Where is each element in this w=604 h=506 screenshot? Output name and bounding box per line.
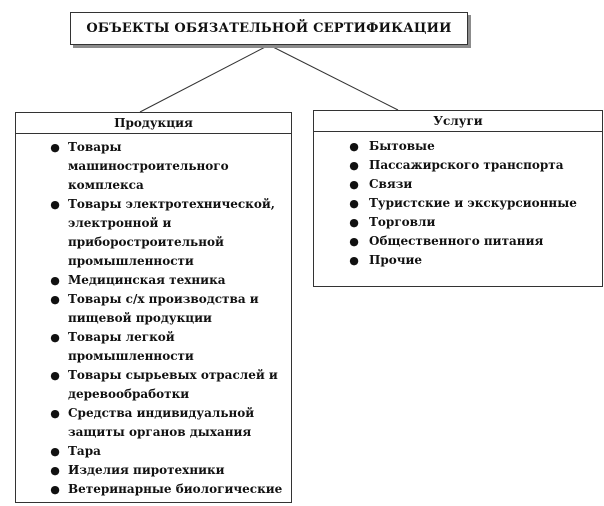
product-item-label: Товары электротехнической, электронной и приборостроительной промышленности: [68, 197, 275, 268]
connector-to-services: [269, 45, 398, 110]
bullet-icon: ●: [50, 369, 60, 382]
list-item: [50, 461, 285, 480]
list-item: [50, 328, 285, 366]
products-header: Продукция: [16, 113, 291, 134]
bullet-icon: ●: [349, 197, 359, 210]
product-item-label: Изделия пиротехники: [68, 463, 225, 477]
list-item: [349, 156, 596, 175]
bullet-icon: ●: [50, 331, 60, 344]
list-item: [50, 442, 285, 461]
list-item: [349, 213, 596, 232]
product-item-label: Товары с/х производства и пищевой продукции: [68, 292, 259, 325]
diagram-title-box: [70, 12, 468, 45]
product-item-label: Средства индивидуальной защиты органов дыхания: [68, 406, 255, 439]
list-item: [349, 232, 596, 251]
product-item-label: Товары машиностроительного комплекса: [68, 140, 229, 192]
services-list: [314, 132, 602, 270]
list-item: [50, 271, 285, 290]
bullet-icon: ●: [50, 464, 60, 477]
list-item: [50, 480, 285, 499]
list-item: [349, 137, 596, 156]
service-item-label: Пассажирского транспорта: [369, 158, 564, 172]
product-item-label: Тара: [68, 444, 101, 458]
products-list: [16, 134, 291, 499]
list-item: [50, 138, 285, 195]
bullet-icon: ●: [50, 483, 60, 496]
service-item-label: Общественного питания: [369, 234, 544, 248]
bullet-icon: ●: [349, 178, 359, 191]
bullet-icon: ●: [50, 141, 60, 154]
bullet-icon: ●: [50, 407, 60, 420]
products-box: [15, 112, 292, 503]
diagram-title: ОБЪЕКТЫ ОБЯЗАТЕЛЬНОЙ СЕРТИФИКАЦИИ: [86, 21, 452, 36]
list-item: [50, 366, 285, 404]
bullet-icon: ●: [349, 254, 359, 267]
bullet-icon: ●: [50, 445, 60, 458]
bullet-icon: ●: [50, 293, 60, 306]
bullet-icon: ●: [349, 216, 359, 229]
service-item-label: Туристские и экскурсионные: [369, 196, 577, 210]
list-item: [349, 194, 596, 213]
bullet-icon: ●: [349, 140, 359, 153]
bullet-icon: ●: [50, 274, 60, 287]
service-item-label: Бытовые: [369, 139, 435, 153]
list-item: [349, 251, 596, 270]
service-item-label: Связи: [369, 177, 413, 191]
bullet-icon: ●: [50, 198, 60, 211]
bullet-icon: ●: [349, 159, 359, 172]
list-item: [50, 290, 285, 328]
list-item: [50, 404, 285, 442]
service-item-label: Торговли: [369, 215, 436, 229]
product-item-label: Товары сырьевых отраслей и деревообработки: [68, 368, 278, 401]
list-item: [349, 175, 596, 194]
list-item: [50, 195, 285, 271]
product-item-label: Медицинская техника: [68, 273, 226, 287]
connector-to-products: [140, 45, 269, 112]
services-header: Услуги: [314, 111, 602, 132]
services-box: [313, 110, 603, 287]
bullet-icon: ●: [349, 235, 359, 248]
product-item-label: Товары легкой промышленности: [68, 330, 194, 363]
service-item-label: Прочие: [369, 253, 423, 267]
product-item-label: Ветеринарные биологические: [68, 482, 283, 496]
